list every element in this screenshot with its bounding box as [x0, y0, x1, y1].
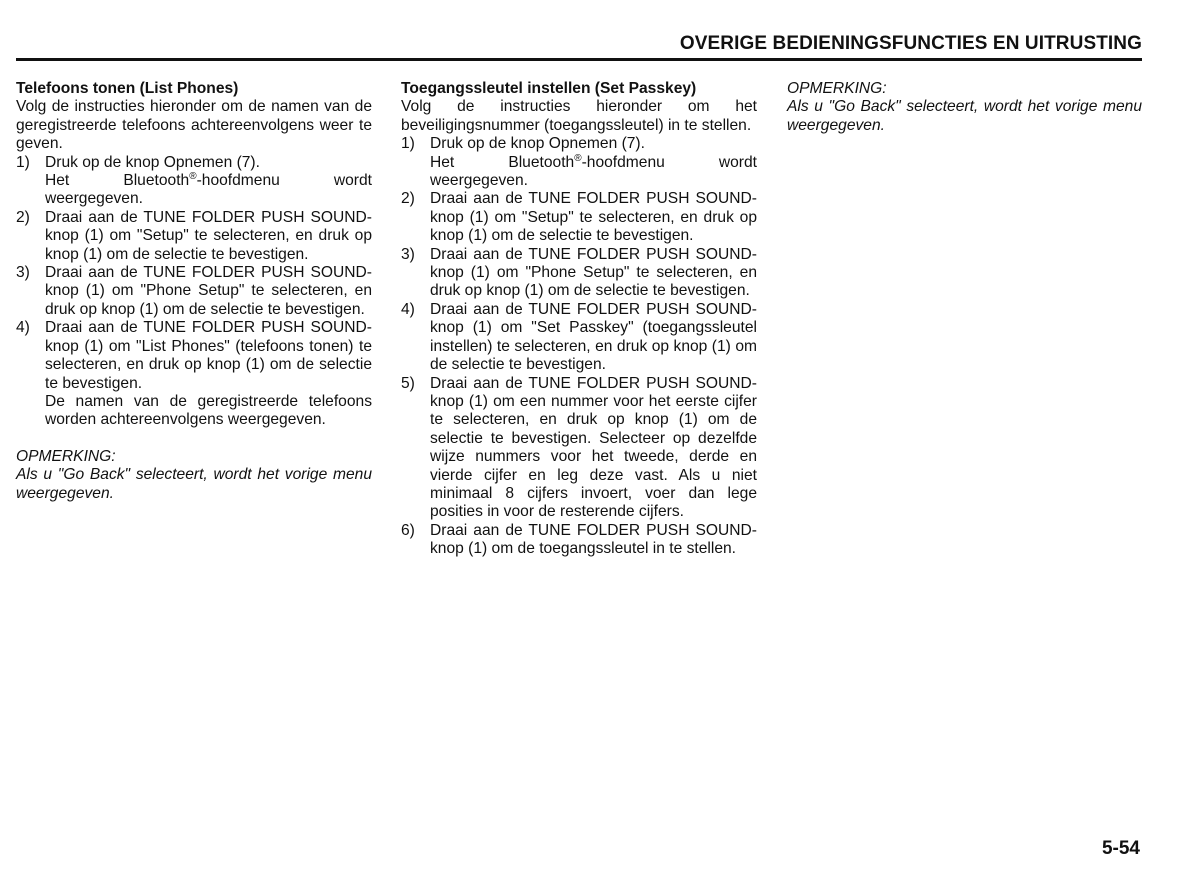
note-title: OPMERKING:: [16, 447, 116, 465]
step-item: [401, 375, 757, 522]
step-text: Druk op de knop Opnemen (7).: [430, 135, 645, 153]
step-item: [16, 264, 372, 319]
step-text: Draai aan de TUNE FOLDER PUSH SOUND-knop (1) om "Setup" te selecteren, en druk op knop (1) om de selectie te bevestigen.: [430, 190, 757, 245]
step-item: [16, 209, 372, 264]
step-number: 2): [401, 190, 415, 208]
steps-list: [401, 135, 757, 558]
step-item: [401, 522, 757, 559]
step-result: Het Bluetooth®-hoofdmenu wordt weergegeven.: [45, 170, 372, 208]
step-text: Draai aan de TUNE FOLDER PUSH SOUND-knop (1) om "List Phones" (telefoons tonen) te selecteren, en druk op knop (1) om de selectie te bevestigen.: [45, 319, 372, 392]
step-text: Draai aan de TUNE FOLDER PUSH SOUND-knop (1) om de toegangssleutel in te stellen.: [430, 521, 757, 558]
step-number: 5): [401, 374, 415, 392]
step-text: Druk op de knop Opnemen (7).: [45, 153, 260, 171]
step-result: De namen van de geregistreerde telefoons worden achtereenvolgens weergegeven.: [45, 392, 372, 429]
page-number: 5-54: [1101, 838, 1140, 859]
step-number: 6): [401, 521, 415, 539]
step-item: [401, 246, 757, 301]
step-text: Draai aan de TUNE FOLDER PUSH SOUND-knop (1) om "Set Passkey" (toegangssleutel instellen) te selecteren, en druk op knop (1) om de selectie te bevestigen.: [430, 300, 757, 374]
step-number: 3): [401, 245, 415, 263]
step-number: 4): [16, 319, 30, 337]
header-rule: [16, 58, 1142, 61]
section-intro: Volg de instructies hieronder om het beveiligingsnummer (toegangssleutel) in te stellen.: [401, 98, 757, 134]
section-heading: Telefoons tonen (List Phones): [16, 80, 239, 97]
steps-list: [16, 154, 372, 430]
step-text: Draai aan de TUNE FOLDER PUSH SOUND-knop (1) om een nummer voor het eerste cijfer te selecteren, en druk op knop (1) om de selectie te bevestigen. Selecteer op dezelfde wijze nummers voor het tweede, derde en vierde cijfer en leg deze vast. Als u niet minimaal 8 cijfers invoert, voer dan lege posities in voor de resterende cijfers.: [430, 374, 757, 521]
step-number: 4): [401, 300, 415, 318]
step-number: 2): [16, 208, 30, 226]
step-result: Het Bluetooth®-hoofdmenu wordt weergegeven.: [430, 152, 757, 190]
page-header-title: OVERIGE BEDIENINGSFUNCTIES EN UITRUSTING: [679, 33, 1142, 54]
step-number: 1): [16, 153, 30, 171]
section-list-phones: [16, 80, 372, 503]
section-intro: Volg de instructies hieronder om de namen van de geregistreerde telefoons achtereenvolgens weer te geven.: [16, 98, 372, 153]
note-title: OPMERKING:: [787, 80, 887, 97]
section-set-passkey: [401, 80, 757, 559]
section-note: [787, 80, 1142, 135]
step-item: [16, 319, 372, 429]
note-text: Als u "Go Back" selecteert, wordt het vorige menu weergegeven.: [16, 466, 372, 502]
step-text: Draai aan de TUNE FOLDER PUSH SOUND-knop (1) om "Phone Setup" te selecteren, en druk op knop (1) om de selectie te bevestigen.: [45, 264, 372, 318]
step-item: [401, 301, 757, 375]
step-item: [401, 190, 757, 245]
note-text: Als u "Go Back" selecteert, wordt het vorige menu weergegeven.: [787, 98, 1142, 134]
step-number: 3): [16, 264, 30, 282]
section-heading: Toegangssleutel instellen (Set Passkey): [401, 80, 697, 97]
step-number: 1): [401, 135, 415, 153]
step-text: Draai aan de TUNE FOLDER PUSH SOUND-knop (1) om "Phone Setup" te selecteren, en druk op knop (1) om de selectie te bevestigen.: [430, 245, 757, 300]
step-item: [16, 154, 372, 209]
step-item: [401, 135, 757, 190]
step-text: Draai aan de TUNE FOLDER PUSH SOUND-knop (1) om "Setup" te selecteren, en druk op knop (1) om de selectie te bevestigen.: [45, 208, 372, 263]
